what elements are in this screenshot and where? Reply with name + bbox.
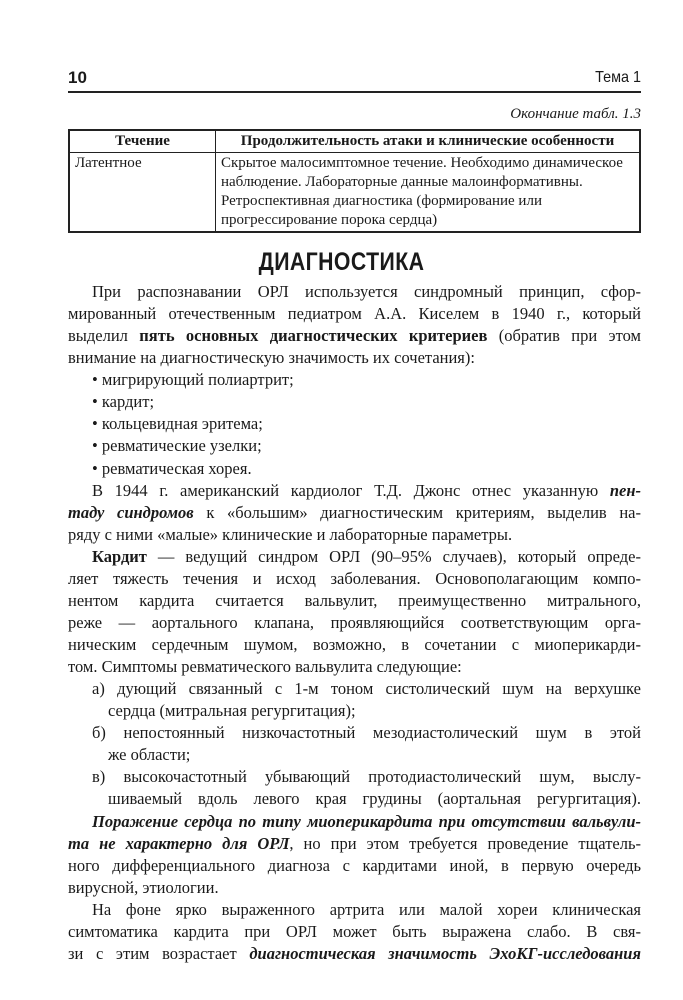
text-segment: нентом кардита считается вальвулит, преимущественно митрального, <box>68 590 641 610</box>
text-line <box>68 899 641 921</box>
text-segment: б) непостоянный низкочастотный мезодиастолический шум в этой <box>92 723 641 743</box>
header-divider <box>68 91 641 93</box>
text-segment: мированный отечественным педиатром А.А. Киселем в 1940 г., который <box>68 304 641 324</box>
text-segment: • ревматические узелки; <box>92 436 262 456</box>
text-segment: сердца (митральная регургитация); <box>108 701 356 721</box>
text-line <box>68 811 641 833</box>
text-line <box>68 634 641 656</box>
text-segment: • кольцевидная эритема; <box>92 414 263 434</box>
text-segment: в) высокочастотный убывающий протодиастолический шум, выслу- <box>92 767 641 787</box>
text-line <box>68 502 641 524</box>
text-segment: шиваемый вдоль левого края грудины (аортальная регургитация). <box>108 789 641 809</box>
section-title: ДИАГНОСТИКА <box>258 248 425 276</box>
text-line <box>68 877 641 899</box>
text-line <box>68 656 641 678</box>
text-segment: • ревматическая хорея. <box>92 458 252 478</box>
emphasized-text: Кардит <box>92 546 147 566</box>
text-segment: ного дифференциального диагноза с кардитами иной, в первую очередь <box>68 855 641 875</box>
text-line <box>68 921 641 943</box>
text-line <box>68 281 641 303</box>
emphasized-text: диагностическая значимость ЭхоКГ-исследования <box>249 943 641 963</box>
text-line <box>68 766 641 788</box>
column-header-course: Течение <box>69 130 216 153</box>
text-line <box>68 524 641 546</box>
text-segment: • кардит; <box>92 392 155 412</box>
text-line <box>68 480 641 502</box>
text-line <box>68 678 641 700</box>
text-segment: к «большим» диагностическим критериям, выделив на- <box>193 502 641 522</box>
table-caption: Окончание табл. 1.3 <box>510 106 641 122</box>
emphasized-text: та не характерно для ОРЛ <box>68 833 290 853</box>
text-segment: В 1944 г. американский кардиолог Т.Д. Джонс отнес указанную <box>92 480 610 500</box>
text-segment: При распознавании ОРЛ используется синдромный принцип, сфор- <box>92 282 641 301</box>
text-segment: На фоне ярко выраженного артрита или малой хореи клиническая <box>92 899 641 919</box>
running-header-topic: Тема 1 <box>595 69 641 86</box>
text-line <box>68 325 641 347</box>
text-line <box>68 435 641 457</box>
text-line <box>68 612 641 634</box>
text-line <box>68 458 641 480</box>
text-line <box>68 788 641 810</box>
cell-description: Скрытое малосимптомное течение. Необходимо динамическое наблюдение. Лабораторные данные малоинформативны. Ретроспективная диагностика (формирование или прогрессирование порока сердца) <box>216 153 641 233</box>
table-header-row <box>69 130 640 153</box>
text-line <box>68 590 641 612</box>
text-line <box>68 391 641 413</box>
text-line <box>68 744 641 766</box>
emphasized-text: таду синдромов <box>68 502 194 522</box>
text-segment: ряду с ними «малые» клинические и лабораторные параметры. <box>68 524 513 544</box>
text-segment: ническим сердечным шумом, возможно, в сочетании с миоперикарди- <box>68 635 641 654</box>
text-segment: ляет тяжесть течения и исход заболевания. Основополагающим компо- <box>68 568 641 588</box>
text-segment: том. Симптомы ревматического вальвулита следующие: <box>68 657 462 677</box>
text-line <box>68 833 641 855</box>
text-line <box>68 546 641 568</box>
text-segment: внимание на диагностическую значимость их сочетания): <box>68 348 475 368</box>
text-segment: же области; <box>108 745 191 765</box>
text-segment: — ведущий синдром ОРЛ (90–95% случаев), который опреде- <box>146 546 641 566</box>
text-line <box>68 413 641 435</box>
cell-course: Латентное <box>69 153 216 233</box>
column-header-description: Продолжительность атаки и клинические особенности <box>216 130 641 153</box>
emphasized-text: пен- <box>609 480 641 500</box>
text-line <box>68 303 641 325</box>
emphasized-text: Поражение сердца по типу миоперикардита при отсутствии вальвули- <box>92 811 641 831</box>
table-row <box>69 153 640 233</box>
page-number: 10 <box>68 68 87 87</box>
text-line <box>68 700 641 722</box>
text-segment: симтоматика кардита при ОРЛ может быть выражена слабо. В свя- <box>68 921 641 941</box>
text-line <box>68 943 641 965</box>
text-segment: а) дующий связанный с 1-м тоном систолический шум на верхушке <box>92 679 641 699</box>
text-segment: • мигрирующий полиартрит; <box>92 370 294 390</box>
text-line <box>68 855 641 877</box>
text-segment: зи с этим возрастает <box>68 943 250 963</box>
course-table <box>68 129 641 233</box>
text-segment: реже — аортального клапана, проявляющийся соответствующим орга- <box>68 612 641 632</box>
text-line <box>68 568 641 590</box>
text-segment: , но при этом требуется проведение тщатель- <box>289 833 641 853</box>
text-line <box>68 369 641 391</box>
text-segment: (обратив при этом <box>487 326 641 346</box>
text-line <box>68 722 641 744</box>
body-text <box>68 281 641 965</box>
text-segment: выделил <box>68 326 140 346</box>
emphasized-text: пять основных диагностических критериев <box>139 326 488 346</box>
text-line <box>68 347 641 369</box>
text-segment: вирусной, этиологии. <box>68 877 219 897</box>
